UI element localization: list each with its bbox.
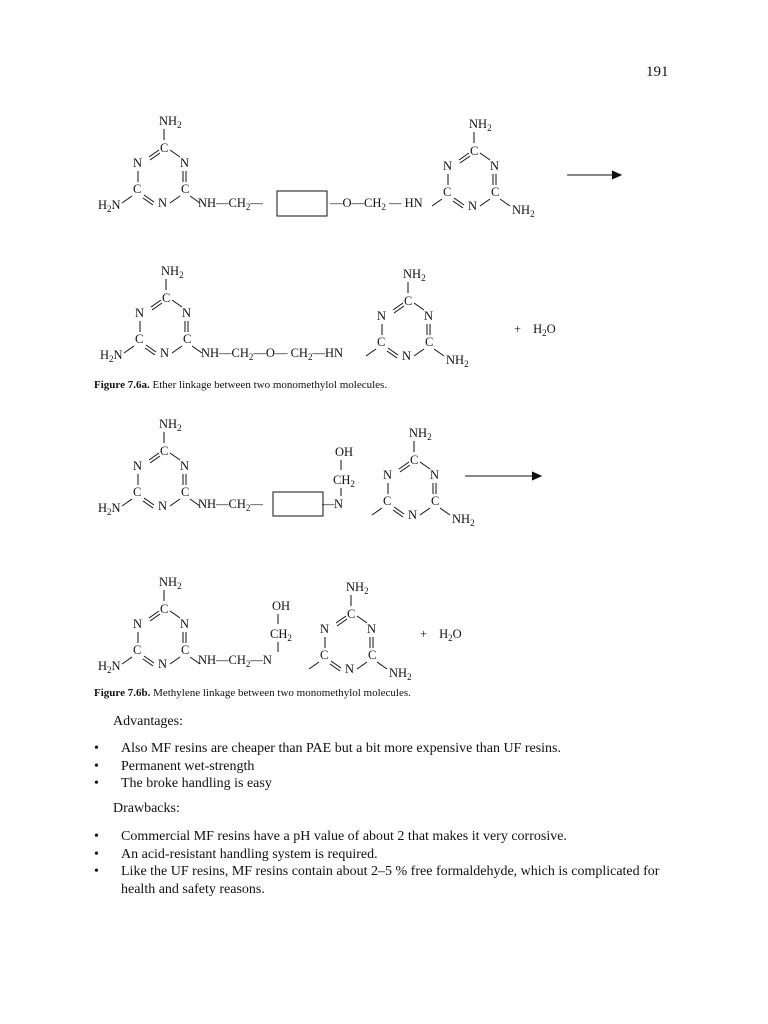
elimination-box bbox=[273, 492, 323, 516]
amine-label: $H_2N$ bbox=[98, 659, 121, 675]
ring-carbon: C bbox=[404, 294, 413, 308]
list-item: • Permanent wet-strength bbox=[94, 758, 255, 774]
amine-label: $NH_2$ bbox=[389, 666, 412, 682]
ring-carbon: C bbox=[162, 291, 171, 305]
ring-carbon: C bbox=[183, 332, 192, 346]
ring-nitrogen: N bbox=[468, 199, 478, 213]
bullet: • bbox=[94, 776, 99, 791]
amine-label: $H_2N$ bbox=[98, 198, 121, 214]
triazine-ring bbox=[98, 417, 200, 517]
ring-carbon: C bbox=[347, 607, 356, 621]
figure-7-6b-products bbox=[0, 566, 768, 681]
ring-carbon: C bbox=[181, 485, 190, 499]
ring-nitrogen: N bbox=[377, 309, 387, 323]
ring-nitrogen: N bbox=[180, 617, 190, 631]
list-item: • Like the UF resins, MF resins contain about 2–5 % free formaldehyde, which is complicated for health and safety reasons. bbox=[94, 864, 660, 897]
ring-carbon: C bbox=[320, 648, 329, 662]
ring-nitrogen: N bbox=[180, 156, 190, 170]
ring-nitrogen: N bbox=[158, 657, 168, 671]
list-item: • An acid-resistant handling system is required. bbox=[94, 846, 378, 862]
advantages-list bbox=[94, 740, 674, 793]
hydroxymethyl-ch: $CH_2$ bbox=[333, 473, 355, 489]
ring-nitrogen: N bbox=[345, 662, 355, 676]
ring-nitrogen: N bbox=[320, 622, 330, 636]
bullet: • bbox=[94, 741, 99, 756]
chain-label: $—O—CH_2$ — HN bbox=[330, 196, 423, 212]
triazine-ring bbox=[98, 114, 200, 214]
ring-carbon: C bbox=[160, 444, 169, 458]
amine-label: $NH_2$ bbox=[512, 203, 535, 219]
ring-nitrogen: N bbox=[430, 468, 440, 482]
figure-caption: Figure 7.6b. Methylene linkage between two monomethylol molecules. bbox=[94, 687, 411, 699]
bullet: • bbox=[94, 829, 99, 844]
bullet: • bbox=[94, 846, 99, 862]
figure-7-6a-reactants bbox=[0, 105, 768, 220]
ring-nitrogen: N bbox=[490, 159, 500, 173]
byproduct: + $H_2O$ bbox=[514, 322, 556, 338]
amine-label: $NH_2$ bbox=[452, 512, 475, 528]
chain-label: $NH—CH_2—$ bbox=[198, 497, 263, 513]
amine-label: $NH_2$ bbox=[161, 264, 184, 280]
ring-nitrogen: N bbox=[408, 508, 418, 522]
arrow-head bbox=[532, 472, 541, 480]
amine-label: $NH_2$ bbox=[159, 114, 182, 130]
ring-carbon: C bbox=[470, 144, 479, 158]
triazine-ring bbox=[366, 267, 469, 369]
amine-label: $H_2N$ bbox=[100, 348, 123, 364]
amine-label: $NH_2$ bbox=[403, 267, 426, 283]
amine-label: $NH_2$ bbox=[469, 117, 492, 133]
amine-label: $NH_2$ bbox=[346, 580, 369, 596]
chain-label: — bbox=[322, 497, 335, 511]
ring-nitrogen: N bbox=[402, 349, 412, 363]
ring-carbon: C bbox=[410, 453, 419, 467]
ring-carbon: C bbox=[181, 643, 190, 657]
ring-carbon: C bbox=[377, 335, 386, 349]
chain-label: $NH—CH_2—N$ bbox=[198, 653, 272, 669]
drawbacks-list bbox=[94, 828, 674, 898]
figure-7-6b-reactants bbox=[0, 408, 768, 528]
ring-carbon: C bbox=[368, 648, 377, 662]
triazine-ring bbox=[98, 575, 200, 675]
ring-carbon: C bbox=[133, 643, 142, 657]
amine-label: $NH_2$ bbox=[159, 575, 182, 591]
advantages-heading: Advantages: bbox=[113, 714, 183, 729]
ring-carbon: C bbox=[443, 185, 452, 199]
byproduct: + $H_2O$ bbox=[420, 627, 462, 643]
bullet: • bbox=[94, 758, 99, 774]
chain-label: $NH—CH_2—O—$ $CH_2—HN$ bbox=[201, 346, 344, 362]
hydroxymethyl-ch: $CH_2$ bbox=[270, 627, 292, 643]
arrow-head bbox=[612, 171, 621, 179]
ring-nitrogen: N bbox=[158, 499, 168, 513]
ring-nitrogen: N bbox=[133, 617, 143, 631]
triazine-ring bbox=[432, 117, 535, 219]
bullet: • bbox=[94, 864, 99, 879]
list-item: • Also MF resins are cheaper than PAE but a bit more expensive than UF resins. bbox=[94, 741, 562, 756]
page-number: 191 bbox=[646, 64, 669, 80]
ring-carbon: C bbox=[383, 494, 392, 508]
ring-carbon: C bbox=[160, 602, 169, 616]
ring-carbon: C bbox=[181, 182, 190, 196]
ring-carbon: C bbox=[425, 335, 434, 349]
ring-nitrogen: N bbox=[383, 468, 393, 482]
chain-label: $NH—CH_2—$ bbox=[198, 196, 263, 212]
figure-7-6a-products bbox=[0, 255, 768, 370]
hydroxymethyl-oh: OH bbox=[272, 599, 291, 613]
amine-n: N bbox=[334, 497, 344, 511]
ring-nitrogen: N bbox=[424, 309, 434, 323]
figure-caption: Figure 7.6a. Ether linkage between two monomethylol molecules. bbox=[94, 379, 388, 391]
ring-carbon: C bbox=[491, 185, 500, 199]
list-item: • Commercial MF resins have a pH value of about 2 that makes it very corrosive. bbox=[94, 829, 567, 844]
hydroxymethyl-oh: OH bbox=[335, 445, 354, 459]
triazine-ring bbox=[372, 426, 475, 528]
ring-nitrogen: N bbox=[158, 196, 168, 210]
triazine-ring bbox=[100, 264, 202, 364]
ring-carbon: C bbox=[431, 494, 440, 508]
ring-carbon: C bbox=[160, 141, 169, 155]
ring-nitrogen: N bbox=[182, 306, 192, 320]
ring-nitrogen: N bbox=[135, 306, 145, 320]
ring-carbon: C bbox=[135, 332, 144, 346]
ring-carbon: C bbox=[133, 485, 142, 499]
ring-nitrogen: N bbox=[133, 156, 143, 170]
amine-label: $NH_2$ bbox=[409, 426, 432, 442]
list-item: • The broke handling is easy bbox=[94, 776, 272, 791]
ring-nitrogen: N bbox=[133, 459, 143, 473]
ring-carbon: C bbox=[133, 182, 142, 196]
amine-label: $NH_2$ bbox=[159, 417, 182, 433]
elimination-box bbox=[277, 191, 327, 216]
amine-label: $NH_2$ bbox=[446, 353, 469, 369]
triazine-ring bbox=[309, 580, 412, 682]
ring-nitrogen: N bbox=[443, 159, 453, 173]
ring-nitrogen: N bbox=[180, 459, 190, 473]
ring-nitrogen: N bbox=[367, 622, 377, 636]
amine-label: $H_2N$ bbox=[98, 501, 121, 517]
ring-nitrogen: N bbox=[160, 346, 170, 360]
drawbacks-heading: Drawbacks: bbox=[113, 801, 180, 816]
